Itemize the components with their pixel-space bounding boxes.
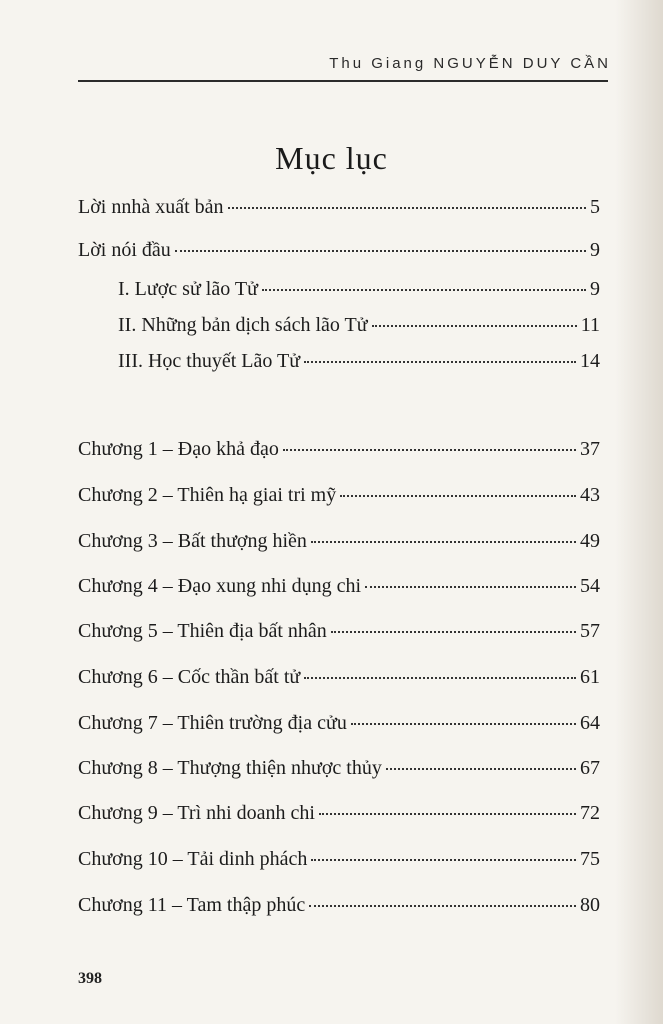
toc-entry-label: Chương 6 – Cốc thần bất tử <box>78 666 301 688</box>
toc-entry-label: Chương 7 – Thiên trường địa cửu <box>78 712 347 734</box>
toc-entry-label: Lời nnhà xuất bản <box>78 196 224 218</box>
toc-entry-chapter <box>78 894 600 924</box>
toc-entry-page: 75 <box>580 848 600 870</box>
leader-dots <box>311 541 576 543</box>
toc-entry-page: 54 <box>580 575 600 597</box>
toc-entry-page: 9 <box>590 239 600 261</box>
leader-dots <box>372 325 577 327</box>
toc-entry-chapter <box>78 666 600 696</box>
toc-entry-page: 57 <box>580 620 600 642</box>
toc-entry-subsection <box>118 278 600 308</box>
toc-entry-page: 43 <box>580 484 600 506</box>
toc-entry-subsection <box>118 350 600 380</box>
leader-dots <box>283 449 576 451</box>
toc-entry-label: Chương 3 – Bất thượng hiền <box>78 530 307 552</box>
toc-entry-chapter <box>78 530 600 560</box>
toc-entry-front-matter <box>78 196 600 226</box>
toc-entry-chapter <box>78 757 600 787</box>
toc-entry-page: 14 <box>580 350 600 372</box>
toc-entry-page: 9 <box>590 278 600 300</box>
toc-entry-label: Chương 8 – Thượng thiện nhược thủy <box>78 757 382 779</box>
leader-dots <box>340 495 576 497</box>
toc-entry-chapter <box>78 620 600 650</box>
leader-dots <box>351 723 576 725</box>
toc-entry-label: Chương 9 – Trì nhi doanh chi <box>78 802 315 824</box>
toc-entry-label: II. Những bản dịch sách lão Tử <box>118 314 368 336</box>
leader-dots <box>386 768 576 770</box>
toc-entry-page: 11 <box>580 314 600 336</box>
toc-entry-subsection <box>118 314 600 344</box>
toc-entry-label: Lời nói đầu <box>78 239 171 261</box>
toc-entry-page: 80 <box>580 894 600 916</box>
toc-entry-label: Chương 5 – Thiên địa bất nhân <box>78 620 327 642</box>
leader-dots <box>319 813 576 815</box>
toc-entry-page: 67 <box>580 757 600 779</box>
toc-entry-label: I. Lược sử lão Tử <box>118 278 258 300</box>
leader-dots <box>175 250 586 252</box>
leader-dots <box>309 905 576 907</box>
toc-entry-chapter <box>78 712 600 742</box>
leader-dots <box>311 859 576 861</box>
leader-dots <box>365 586 576 588</box>
page-number: 398 <box>78 970 102 987</box>
leader-dots <box>262 289 586 291</box>
leader-dots <box>228 207 586 209</box>
leader-dots <box>304 677 576 679</box>
toc-entry-chapter <box>78 802 600 832</box>
toc-entry-label: Chương 10 – Tải dinh phách <box>78 848 308 870</box>
toc-entry-chapter <box>78 484 600 514</box>
toc-entry-chapter <box>78 575 600 605</box>
toc-entry-page: 49 <box>580 530 600 552</box>
toc-entry-page: 61 <box>580 666 600 688</box>
toc-entry-chapter <box>78 438 600 468</box>
toc-entry-label: Chương 1 – Đạo khả đạo <box>78 438 279 460</box>
toc-entry-page: 37 <box>580 438 600 460</box>
header-rule <box>78 80 608 82</box>
toc-entry-page: 5 <box>590 196 600 218</box>
leader-dots <box>304 361 576 363</box>
toc-entry-label: Chương 2 – Thiên hạ giai tri mỹ <box>78 484 337 506</box>
toc-entry-front-matter <box>78 239 600 269</box>
leader-dots <box>331 631 576 633</box>
toc-entry-label: Chương 4 – Đạo xung nhi dụng chi <box>78 575 362 597</box>
page-title: Mục lục <box>275 140 388 176</box>
running-head: Thu Giang NGUYỄN DUY CẦN <box>329 55 611 72</box>
toc-entry-page: 72 <box>580 802 600 824</box>
toc-entry-page: 64 <box>580 712 600 734</box>
toc-entry-chapter <box>78 848 600 878</box>
toc-entry-label: Chương 11 – Tam thập phúc <box>78 894 306 916</box>
toc-entry-label: III. Học thuyết Lão Tử <box>118 350 301 372</box>
